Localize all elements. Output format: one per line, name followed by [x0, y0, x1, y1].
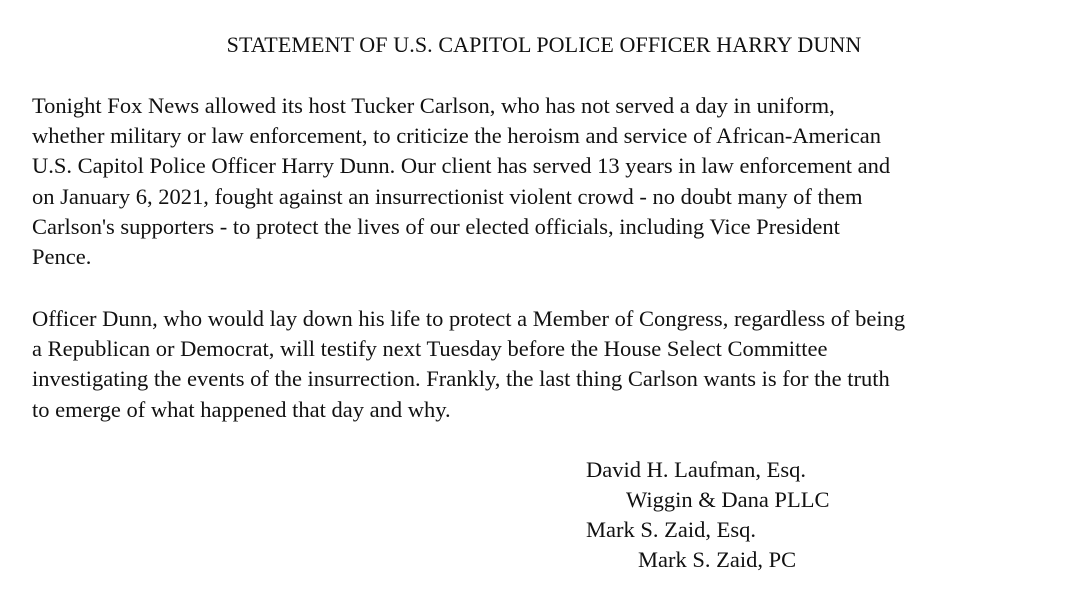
signatory-name-zaid: Mark S. Zaid, Esq. — [586, 517, 756, 542]
signatory-name-laufman: David H. Laufman, Esq. — [586, 457, 806, 482]
paragraph-line: on January 6, 2021, fought against an insurrectionist violent crowd - no doubt many of them — [32, 183, 863, 209]
paragraph-2 — [32, 304, 1072, 425]
signatory-firm-zaid-pc: Mark S. Zaid, PC — [638, 547, 797, 572]
document-title: STATEMENT OF U.S. CAPITOL POLICE OFFICER HARRY DUNN — [226, 32, 862, 57]
paragraph-line: Officer Dunn, who would lay down his life to protect a Member of Congress, regardless of being — [32, 306, 906, 331]
paragraph-line: to emerge of what happened that day and why. — [32, 396, 451, 422]
paragraph-line: whether military or law enforcement, to criticize the heroism and service of African-American — [32, 123, 882, 149]
paragraph-line: Carlson's supporters - to protect the lives of our elected officials, including Vice President — [32, 213, 840, 239]
paragraph-line: Tonight Fox News allowed its host Tucker Carlson, who has not served a day in uniform, — [32, 93, 835, 118]
paragraph-1 — [32, 91, 1072, 272]
paragraph-line: investigating the events of the insurrection. Frankly, the last thing Carlson wants is for the truth — [32, 366, 890, 392]
signatory-firm-wiggin-dana: Wiggin & Dana PLLC — [626, 487, 830, 512]
paragraph-line: Pence. — [32, 244, 92, 270]
paragraph-line: a Republican or Democrat, will testify next Tuesday before the House Select Committee — [32, 336, 828, 362]
paragraph-line: U.S. Capitol Police Officer Harry Dunn. Our client has served 13 years in law enforcement and — [32, 153, 891, 179]
